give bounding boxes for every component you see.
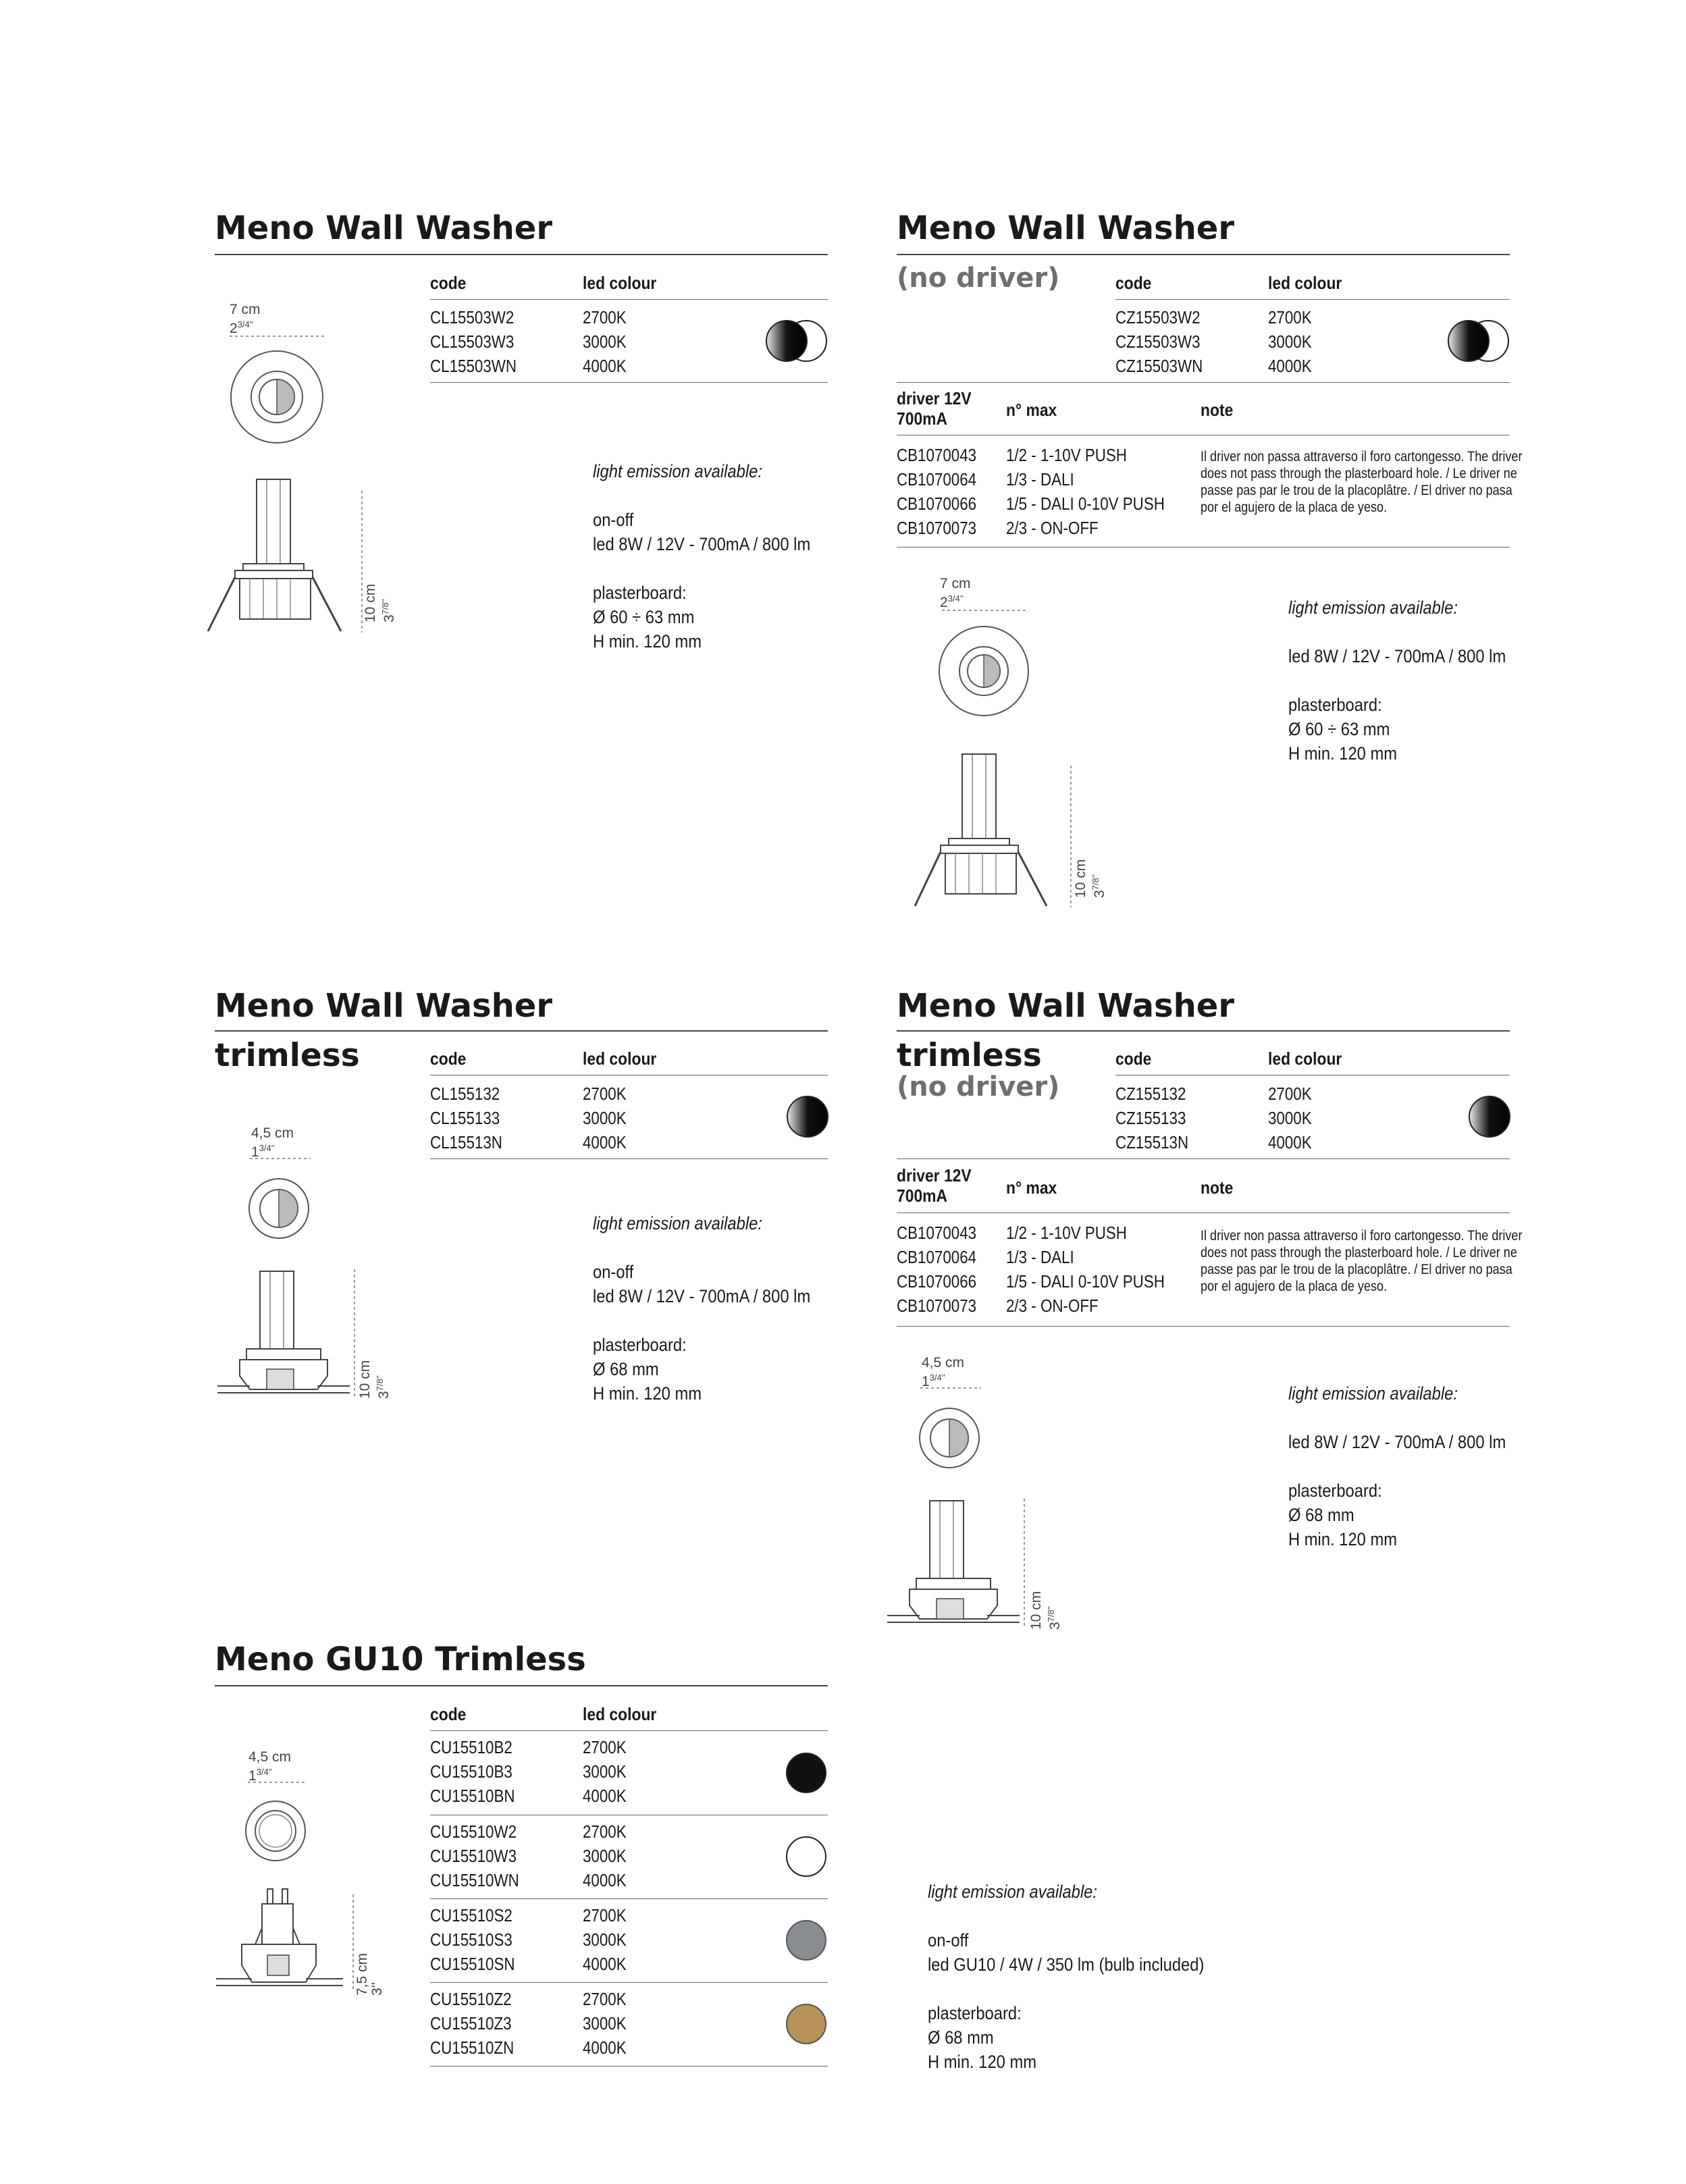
led-colour: 3000K bbox=[583, 1761, 627, 1782]
height-dimension: 10 cm $3^{7/8''}$ bbox=[1073, 859, 1107, 898]
product-code: CZ155132 bbox=[1115, 1084, 1186, 1104]
col-header-code: code bbox=[430, 1048, 467, 1069]
silver-finish-swatch bbox=[786, 1920, 826, 1961]
driver-code: CB1070064 bbox=[897, 469, 977, 489]
section-subtitle-no-driver: (no driver) bbox=[897, 1071, 1060, 1102]
driver-code: CB1070066 bbox=[897, 494, 977, 514]
led-colour: 4000K bbox=[1268, 356, 1312, 376]
divider bbox=[897, 1158, 1510, 1159]
width-dimension: 4,5 cm $1^{3/4''}$ bbox=[251, 1125, 294, 1160]
col-header-n-max: n° max bbox=[1006, 400, 1057, 420]
colour-list bbox=[583, 1987, 633, 2060]
product-code: CU15510SN bbox=[430, 1954, 515, 1974]
divider bbox=[897, 382, 1510, 383]
colour-list bbox=[583, 1082, 633, 1154]
light-emission-info: light emission available: led 8W / 12V - 700mA / 800 lm plasterboard: Ø 60 ÷ 63 mm H min. 120 mm bbox=[1288, 597, 1506, 764]
divider bbox=[430, 1730, 828, 1731]
led-colour: 4000K bbox=[583, 1954, 627, 1974]
top-view-drawing bbox=[244, 1777, 319, 1865]
driver-code: CB1070043 bbox=[897, 1223, 977, 1243]
led-colour: 4000K bbox=[583, 356, 627, 376]
led-colour: 3000K bbox=[583, 1846, 627, 1866]
wall-washer-finish-swatch bbox=[764, 319, 829, 363]
section-title: Meno GU10 Trimless bbox=[215, 1641, 586, 1678]
divider bbox=[430, 1158, 828, 1159]
led-colour: 2700K bbox=[583, 307, 627, 327]
led-colour: 3000K bbox=[1268, 331, 1312, 352]
code-list bbox=[1115, 305, 1217, 378]
led-colour: 3000K bbox=[583, 2013, 627, 2033]
colour-list bbox=[583, 1819, 633, 1892]
led-colour: 2700K bbox=[583, 1084, 627, 1104]
product-code: CL15503WN bbox=[430, 356, 517, 376]
led-colour: 2700K bbox=[1268, 307, 1312, 327]
light-emission-info: light emission available: on-off led 8W / 12V - 700mA / 800 lm plasterboard: Ø 68 mm H min. 120 mm bbox=[593, 1213, 811, 1404]
wall-washer-finish-swatch bbox=[1446, 319, 1511, 363]
driver-n-max: 2/3 - ON-OFF bbox=[1006, 1296, 1099, 1316]
width-dimension: 4,5 cm $1^{3/4''}$ bbox=[922, 1355, 965, 1389]
divider bbox=[430, 1982, 828, 1983]
wall-washer-finish-swatch bbox=[786, 1095, 829, 1138]
width-dimension: 4,5 cm $1^{3/4''}$ bbox=[248, 1749, 292, 1784]
product-code: CU15510Z3 bbox=[430, 2013, 512, 2033]
light-emission-info: light emission available: on-off led GU10 / 4W / 350 lm (bulb included) plasterboard: Ø 68 mm H min. 120 mm bbox=[928, 1882, 1205, 2072]
col-header-led-colour: led colour bbox=[583, 273, 657, 293]
divider bbox=[215, 1685, 828, 1686]
code-list bbox=[430, 1082, 514, 1154]
col-header-code: code bbox=[1115, 273, 1152, 293]
divider bbox=[430, 2066, 828, 2067]
light-emission-info: light emission available: on-off led 8W / 12V - 700mA / 800 lm plasterboard: Ø 60 ÷ 63 mm H min. 120 mm bbox=[593, 461, 811, 651]
section-title: Meno Wall Washer bbox=[897, 987, 1235, 1025]
divider bbox=[215, 254, 828, 255]
driver-code-list bbox=[897, 1221, 989, 1318]
product-code: CZ155133 bbox=[1115, 1108, 1186, 1128]
led-colour: 2700K bbox=[583, 1821, 627, 1842]
led-colour: 4000K bbox=[1268, 1132, 1312, 1152]
driver-code: CB1070066 bbox=[897, 1271, 977, 1291]
product-code: CU15510B2 bbox=[430, 1737, 512, 1757]
divider bbox=[1115, 299, 1510, 300]
product-code: CU15510ZN bbox=[430, 2037, 515, 2058]
product-code: CU15510S3 bbox=[430, 1929, 512, 1950]
product-code: CL155133 bbox=[430, 1108, 500, 1128]
height-dimension: 10 cm $3^{7/8''}$ bbox=[363, 583, 397, 622]
light-emission-info: light emission available: led 8W / 12V - 700mA / 800 lm plasterboard: Ø 68 mm H min. 120 mm bbox=[1288, 1383, 1506, 1549]
divider bbox=[430, 1898, 828, 1899]
led-colour: 2700K bbox=[583, 1989, 627, 2009]
col-header-note: note bbox=[1201, 400, 1234, 420]
product-code: CU15510WN bbox=[430, 1870, 519, 1890]
section-title: Meno Wall Washer bbox=[215, 209, 553, 247]
top-view-drawing bbox=[246, 1153, 321, 1241]
driver-code: CB1070043 bbox=[897, 445, 977, 465]
section-subtitle: trimless bbox=[897, 1037, 1042, 1074]
col-header-code: code bbox=[430, 273, 467, 293]
led-colour: 2700K bbox=[1268, 1084, 1312, 1104]
col-header-led-colour: led colour bbox=[1268, 1048, 1342, 1069]
driver-n-max: 1/3 - DALI bbox=[1006, 469, 1074, 489]
divider bbox=[897, 254, 1510, 255]
section-title: Meno Wall Washer bbox=[897, 209, 1235, 247]
driver-code: CB1070073 bbox=[897, 518, 977, 538]
led-colour: 3000K bbox=[583, 331, 627, 352]
col-header-n-max: n° max bbox=[1006, 1177, 1057, 1198]
width-dimension: 7 cm $2^{3/4''}$ bbox=[940, 576, 971, 610]
gold-finish-swatch bbox=[786, 2004, 826, 2044]
product-code: CL15503W3 bbox=[430, 331, 515, 352]
product-code: CU15510B3 bbox=[430, 1761, 512, 1782]
col-header-code: code bbox=[1115, 1048, 1152, 1069]
col-header-driver: driver 12V 700mA bbox=[897, 1165, 972, 1206]
top-view-drawing bbox=[935, 605, 1043, 720]
driver-nmax-list bbox=[1006, 1221, 1190, 1318]
col-header-driver: driver 12V 700mA bbox=[897, 388, 972, 429]
section-subtitle: trimless bbox=[215, 1037, 360, 1074]
driver-code: CB1070064 bbox=[897, 1247, 977, 1267]
driver-code-list bbox=[897, 443, 989, 540]
led-colour: 4000K bbox=[583, 1786, 627, 1806]
product-code: CU15510BN bbox=[430, 1786, 515, 1806]
wall-washer-finish-swatch bbox=[1468, 1095, 1511, 1138]
driver-n-max: 1/5 - DALI 0-10V PUSH bbox=[1006, 494, 1165, 514]
led-colour: 3000K bbox=[583, 1108, 627, 1128]
product-code: CL155132 bbox=[430, 1084, 500, 1104]
divider bbox=[215, 1030, 828, 1032]
product-code: CU15510Z2 bbox=[430, 1989, 512, 2009]
led-colour: 2700K bbox=[583, 1737, 627, 1757]
black-finish-swatch bbox=[786, 1753, 826, 1793]
col-header-led-colour: led colour bbox=[583, 1704, 657, 1724]
height-dimension: 7,5 cm 3'' bbox=[354, 1952, 385, 1996]
colour-list bbox=[583, 1735, 633, 1808]
section-subtitle: (no driver) bbox=[897, 263, 1060, 294]
col-header-led-colour: led colour bbox=[583, 1048, 657, 1069]
section-title: Meno Wall Washer bbox=[215, 987, 553, 1025]
divider bbox=[430, 382, 828, 383]
driver-code: CB1070073 bbox=[897, 1296, 977, 1316]
divider bbox=[430, 299, 828, 300]
driver-nmax-list bbox=[1006, 443, 1190, 540]
led-colour: 3000K bbox=[1268, 1108, 1312, 1128]
product-code: CL15503W2 bbox=[430, 307, 515, 327]
driver-note: Il driver non passa attraverso il foro cartongesso. The driver does not pass through the plasterboard hole. / Le driver ne passe pas par le trou de la placoplâtre. / El driver no pasa por el agujero de la placa de yeso. bbox=[1201, 1228, 1523, 1294]
led-colour: 3000K bbox=[583, 1929, 627, 1950]
code-list bbox=[1115, 1082, 1201, 1154]
colour-list bbox=[1268, 1082, 1319, 1154]
col-header-led-colour: led colour bbox=[1268, 273, 1342, 293]
top-view-drawing bbox=[917, 1383, 991, 1470]
height-dimension: 10 cm $3^{7/8''}$ bbox=[357, 1360, 392, 1399]
product-code: CL15513N bbox=[430, 1132, 502, 1152]
driver-n-max: 1/5 - DALI 0-10V PUSH bbox=[1006, 1271, 1165, 1291]
product-code: CZ15503WN bbox=[1115, 356, 1203, 376]
code-list bbox=[430, 305, 531, 378]
code-list bbox=[430, 1903, 529, 1976]
divider bbox=[897, 1030, 1510, 1032]
divider bbox=[897, 547, 1510, 548]
colour-list bbox=[583, 305, 633, 378]
divider bbox=[897, 1326, 1510, 1327]
top-view-drawing bbox=[223, 331, 331, 449]
height-dimension: 10 cm $3^{7/8''}$ bbox=[1028, 1591, 1063, 1630]
code-list bbox=[430, 1735, 529, 1808]
product-code: CU15510W3 bbox=[430, 1846, 517, 1866]
driver-n-max: 1/3 - DALI bbox=[1006, 1247, 1074, 1267]
product-code: CU15510S2 bbox=[430, 1905, 512, 1925]
colour-list bbox=[1268, 305, 1319, 378]
product-code: CU15510W2 bbox=[430, 1821, 517, 1842]
colour-list bbox=[583, 1903, 633, 1976]
driver-note: Il driver non passa attraverso il foro cartongesso. The driver does not pass through the plasterboard hole. / Le driver ne passe pas par le trou de la placoplâtre. / El driver no pasa por el agujero de la placa de yeso. bbox=[1201, 449, 1523, 515]
width-dimension: 7 cm $2^{3/4''}$ bbox=[230, 302, 261, 336]
led-colour: 4000K bbox=[583, 2037, 627, 2058]
driver-n-max: 2/3 - ON-OFF bbox=[1006, 518, 1099, 538]
led-colour: 4000K bbox=[583, 1870, 627, 1890]
led-colour: 2700K bbox=[583, 1905, 627, 1925]
product-code: CZ15503W2 bbox=[1115, 307, 1201, 327]
code-list bbox=[430, 1819, 533, 1892]
led-colour: 4000K bbox=[583, 1132, 627, 1152]
white-finish-swatch bbox=[786, 1836, 826, 1877]
driver-n-max: 1/2 - 1-10V PUSH bbox=[1006, 1223, 1127, 1243]
code-list bbox=[430, 1987, 528, 2060]
col-header-note: note bbox=[1201, 1177, 1234, 1198]
product-code: CZ15513N bbox=[1115, 1132, 1189, 1152]
driver-n-max: 1/2 - 1-10V PUSH bbox=[1006, 445, 1127, 465]
col-header-code: code bbox=[430, 1704, 467, 1724]
product-code: CZ15503W3 bbox=[1115, 331, 1201, 352]
